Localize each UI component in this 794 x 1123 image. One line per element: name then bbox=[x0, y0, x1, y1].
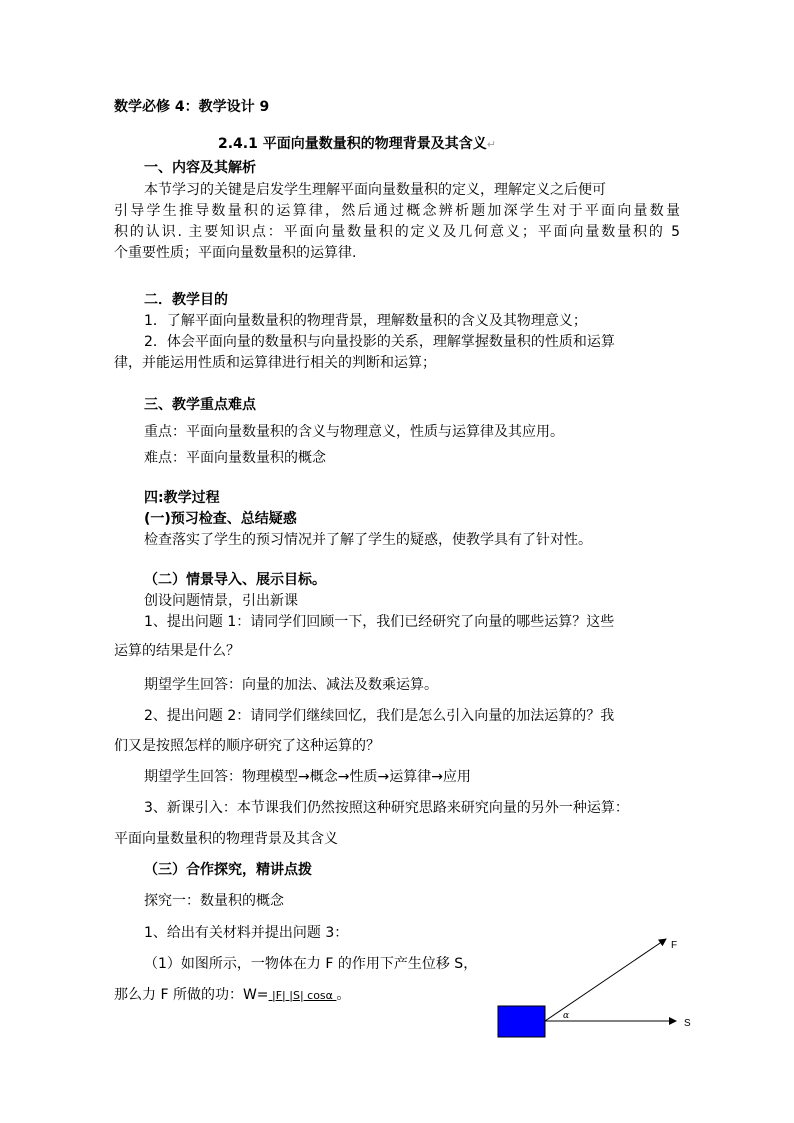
doc-header: 数学必修 4：教学设计 9 bbox=[114, 99, 270, 115]
displacement-label: S bbox=[684, 1018, 691, 1029]
process-line-6: 们又是按照怎样的顺序研究了这种运算的？ bbox=[114, 738, 380, 754]
object-block bbox=[498, 1006, 545, 1037]
process-line-12: （1）如图所示，一物体在力 F 的作用下产生位移 S， bbox=[144, 956, 478, 972]
section-3-heading: 三、教学重点难点 bbox=[144, 397, 256, 413]
subsection-1-text: 检查落实了学生的预习情况并了解了学生的疑惑，使教学具有了针对性。 bbox=[144, 532, 592, 548]
section-1-line-3: 积的认识. 主要知识点：平面向量数量积的定义及几何意义；平面向量数量积的 5 bbox=[114, 224, 680, 240]
subsection-1-heading: (一)预习检查、总结疑惑 bbox=[144, 511, 297, 527]
process-line-13 bbox=[114, 985, 350, 1006]
section-2-heading: 二．教学目的 bbox=[144, 292, 228, 308]
paragraph-mark: ↵ bbox=[486, 138, 496, 151]
angle-label: α bbox=[563, 1011, 570, 1021]
subsection-3-heading: （三）合作探究，精讲点拨 bbox=[144, 862, 312, 878]
process-line-1: 创设问题情景，引出新课 bbox=[144, 593, 298, 609]
process-line-3: 运算的结果是什么？ bbox=[114, 643, 240, 659]
section-2-line-3: 律，并能运用性质和运算律进行相关的判断和运算； bbox=[114, 355, 436, 371]
force-label: F bbox=[671, 940, 678, 951]
process-line-4: 期望学生回答：向量的加法、减法及数乘运算。 bbox=[144, 677, 438, 693]
work-formula-prefix: 那么力 F 所做的功：W= bbox=[114, 987, 269, 1003]
section-1-line-2: 引导学生推导数量积的运算律，然后通过概念辨析题加深学生对于平面向量数量 bbox=[114, 203, 680, 219]
section-2-line-1: 1．了解平面向量数量积的物理背景，理解数量积的含义及其物理意义； bbox=[144, 313, 587, 329]
process-line-11: 1、给出有关材料并提出问题 3： bbox=[144, 925, 349, 941]
work-formula-suffix: 。 bbox=[336, 987, 351, 1003]
process-line-9: 平面向量数量积的物理背景及其含义 bbox=[114, 831, 338, 847]
process-line-5: 2、提出问题 2：请同学们继续回忆，我们是怎么引入向量的加法运算的？我 bbox=[144, 708, 615, 724]
process-line-8: 3、新课引入：本节课我们仍然按照这种研究思路来研究向量的另外一种运算： bbox=[144, 800, 629, 816]
section-1-line-4: 个重要性质；平面向量数量积的运算律. bbox=[114, 245, 357, 261]
subsection-2-heading: （二）情景导入、展示目标。 bbox=[144, 572, 326, 588]
force-displacement-figure bbox=[490, 930, 700, 1045]
doc-title bbox=[218, 134, 496, 155]
section-2-line-2: 2．体会平面向量的数量积与向量投影的关系，理解掌握数量积的性质和运算 bbox=[144, 334, 615, 350]
section-1-line-1: 本节学习的关键是启发学生理解平面向量数量积的定义，理解定义之后便可 bbox=[144, 182, 606, 198]
doc-title-text: 2.4.1 平面向量数量积的物理背景及其含义 bbox=[218, 136, 487, 152]
section-3-line-1: 重点：平面向量数量积的含义与物理意义，性质与运算律及其应用。 bbox=[144, 424, 564, 440]
process-line-10: 探究一：数量积的概念 bbox=[144, 893, 284, 909]
section-4-heading: 四:教学过程 bbox=[144, 490, 220, 506]
work-formula-blank: |F| |S| cosα bbox=[268, 989, 337, 1002]
force-arrow bbox=[545, 939, 666, 1021]
section-3-line-2: 难点：平面向量数量积的概念 bbox=[144, 450, 326, 466]
process-line-7: 期望学生回答：物理模型→概念→性质→运算律→应用 bbox=[144, 769, 471, 785]
process-line-2: 1、提出问题 1：请同学们回顾一下，我们已经研究了向量的哪些运算？这些 bbox=[144, 614, 615, 630]
section-1-heading: 一、内容及其解析 bbox=[144, 160, 256, 176]
